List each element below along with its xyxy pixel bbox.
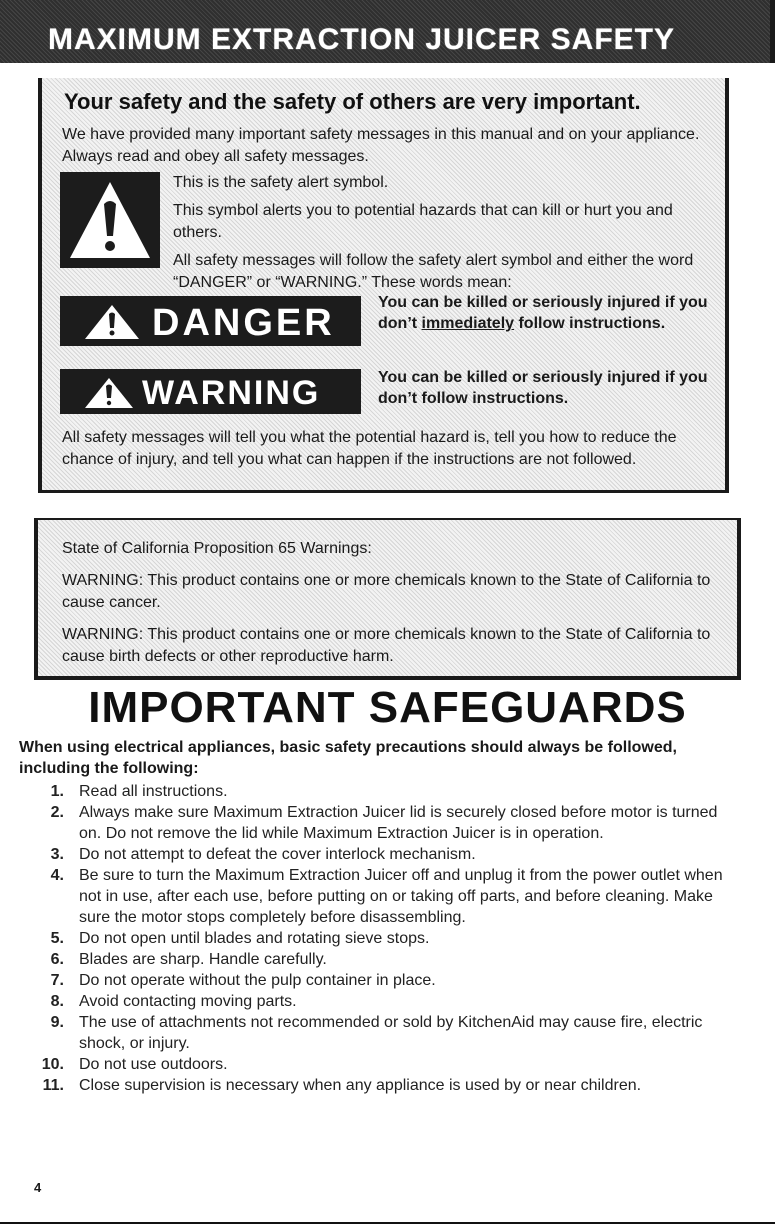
list-item-number: 11. bbox=[42, 1077, 64, 1094]
prop65-heading: State of California Proposition 65 Warnings: bbox=[62, 540, 372, 557]
list-item-text: Always make sure Maximum Extraction Juicer lid is securely closed before motor is turned on. Do not remove the lid while Maximum Extraction Juicer is in operation. bbox=[79, 804, 718, 842]
list-item bbox=[20, 1054, 740, 1075]
warning-label: WARNING bbox=[142, 374, 321, 412]
list-item bbox=[20, 928, 740, 949]
list-item bbox=[20, 1075, 740, 1096]
header-edge bbox=[770, 0, 775, 63]
list-item bbox=[20, 949, 740, 970]
list-item bbox=[20, 865, 740, 928]
symbol-line: All safety messages will follow the safety alert symbol and either the word “DANGER” or “WARNING.” These words mean: bbox=[173, 252, 694, 291]
list-item-text: Avoid contacting moving parts. bbox=[79, 993, 297, 1010]
list-item-text: Do not open until blades and rotating sieve stops. bbox=[79, 930, 430, 947]
danger-message-part: follow instructions. bbox=[514, 315, 666, 332]
safety-alert-symbol bbox=[60, 172, 160, 268]
symbol-line: This is the safety alert symbol. bbox=[173, 174, 389, 191]
list-item-number: 10. bbox=[41, 1056, 64, 1073]
safeguards-list bbox=[20, 781, 740, 1096]
page-number: 4 bbox=[34, 1180, 42, 1195]
list-item-text: Do not use outdoors. bbox=[79, 1056, 228, 1073]
list-item-text: Read all instructions. bbox=[79, 783, 228, 800]
list-item-text: Be sure to turn the Maximum Extraction Juicer off and unplug it from the power outlet when not in use, after each use, before putting on or taking off parts, and before cleaning. Make sure the motor stops completely before disassembling. bbox=[79, 867, 723, 926]
prop65-warning: WARNING: This product contains one or more chemicals known to the State of California to cause cancer. bbox=[62, 572, 711, 611]
bottom-rule bbox=[0, 1222, 775, 1224]
header-band bbox=[0, 0, 775, 63]
list-item-text: The use of attachments not recommended or sold by KitchenAid may cause fire, electric shock, or injury. bbox=[79, 1014, 703, 1052]
warning-banner bbox=[60, 369, 361, 414]
list-item-number: 7. bbox=[50, 972, 64, 989]
safety-box-title: Your safety and the safety of others are very important. bbox=[64, 89, 641, 114]
list-item-number: 8. bbox=[50, 993, 64, 1010]
list-item-number: 3. bbox=[50, 846, 64, 863]
alert-triangle-icon bbox=[60, 172, 160, 268]
list-item-text: Do not attempt to defeat the cover interlock mechanism. bbox=[79, 846, 476, 863]
list-item-text: Close supervision is necessary when any appliance is used by or near children. bbox=[79, 1077, 642, 1094]
alert-triangle-icon bbox=[84, 377, 134, 409]
warning-message: You can be killed or seriously injured if you don’t follow instructions. bbox=[378, 369, 708, 407]
list-item bbox=[20, 991, 740, 1012]
list-item bbox=[20, 781, 740, 802]
prop65-text bbox=[62, 538, 712, 678]
list-item-number: 1. bbox=[50, 783, 64, 800]
prop65-warning: WARNING: This product contains one or more chemicals known to the State of California to cause birth defects or other reproductive harm. bbox=[62, 626, 711, 665]
list-item-text: Do not operate without the pulp container in place. bbox=[79, 972, 436, 989]
danger-banner bbox=[60, 296, 361, 346]
list-item-number: 6. bbox=[50, 951, 64, 968]
symbol-description bbox=[173, 172, 713, 300]
danger-message-part: You can be killed or seriously injured if you don’t bbox=[378, 294, 708, 332]
list-item-number: 9. bbox=[50, 1014, 64, 1031]
safety-closing: All safety messages will tell you what the potential hazard is, tell you how to reduce the chance of injury, and tell you what can happen if the instructions are not followed. bbox=[62, 429, 677, 468]
list-item-number: 4. bbox=[50, 867, 64, 884]
danger-message bbox=[378, 292, 708, 334]
list-item bbox=[20, 844, 740, 865]
list-item bbox=[20, 1012, 740, 1054]
danger-label: DANGER bbox=[152, 302, 335, 344]
list-item-number: 5. bbox=[50, 930, 64, 947]
alert-triangle-icon bbox=[84, 304, 140, 340]
danger-message-emphasis: immediately bbox=[421, 315, 515, 332]
safety-intro: We have provided many important safety messages in this manual and on your appliance. Always read and obey all safety messages. bbox=[62, 126, 700, 165]
safeguards-subhead: When using electrical appliances, basic safety precautions should always be followed, including the following: bbox=[19, 739, 677, 777]
list-item bbox=[20, 802, 740, 844]
page-header-title: MAXIMUM EXTRACTION JUICER SAFETY bbox=[48, 23, 676, 56]
symbol-line: This symbol alerts you to potential hazards that can kill or hurt you and others. bbox=[173, 202, 673, 241]
safeguards-title: IMPORTANT SAFEGUARDS bbox=[88, 683, 687, 732]
list-item-number: 2. bbox=[50, 804, 64, 821]
list-item bbox=[20, 970, 740, 991]
list-item-text: Blades are sharp. Handle carefully. bbox=[79, 951, 327, 968]
